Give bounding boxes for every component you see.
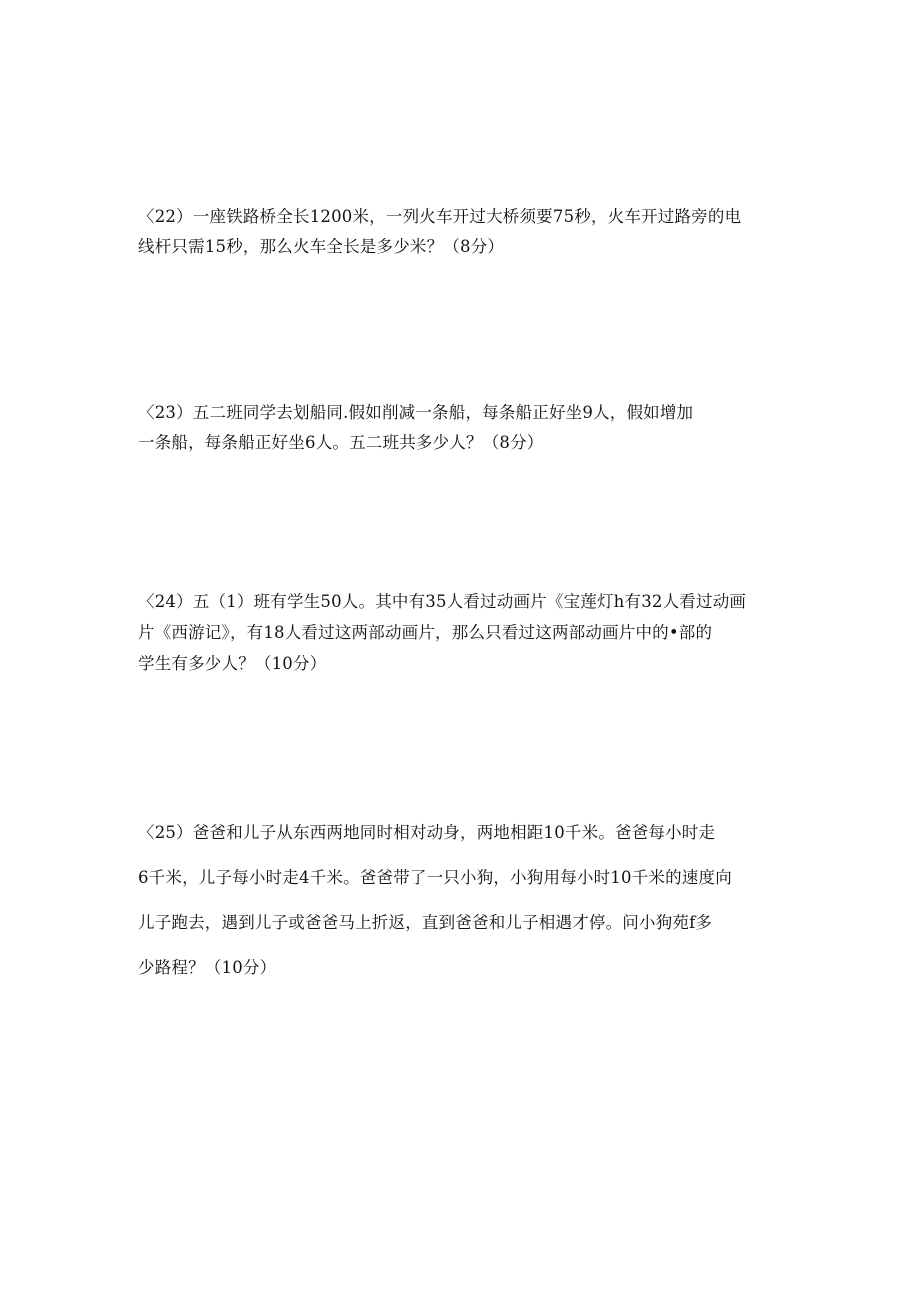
question-24-line-1: 〈24）五（1）班有学生50人。其中有35人看过动画片《宝莲灯h有32人看过动画 xyxy=(138,592,747,611)
question-25-line-2: 6千米，儿子每小时走4千米。爸爸带了一只小狗，小狗用每小时10千米的速度向 xyxy=(138,868,732,887)
question-23 xyxy=(138,398,798,458)
question-25 xyxy=(138,810,798,990)
question-25-line-1: 〈25）爸爸和儿子从东西两地同时相对动身，两地相距10千米。爸爸每小时走 xyxy=(138,823,716,842)
question-25-line-3: 儿子跑去，遇到儿子或爸爸马上折返，直到爸爸和儿子相遇才停。问小狗苑f多 xyxy=(138,913,713,932)
question-22 xyxy=(138,202,798,262)
question-22-line-1: 〈22）一座铁路桥全长1200米，一列火车开过大桥须要75秒，火车开过路旁的电 xyxy=(138,207,742,226)
question-22-line-2: 线杆只需15秒，那么火车全长是多少米？（8分） xyxy=(138,237,505,256)
question-23-line-1: 〈23）五二班同学去划船同.假如削减一条船，每条船正好坐9人，假如增加 xyxy=(138,403,694,422)
question-24-line-2: 片《西游记》，有18人看过这两部动画片，那么只看过这两部动画片中的•部的 xyxy=(138,623,713,642)
question-25-line-4: 少路程？（10分） xyxy=(138,958,277,977)
question-24 xyxy=(138,586,798,679)
question-24-line-3: 学生有多少人？（10分） xyxy=(138,654,327,673)
question-23-line-2: 一条船，每条船正好坐6人。五二班共多少人？（8分） xyxy=(138,433,544,452)
